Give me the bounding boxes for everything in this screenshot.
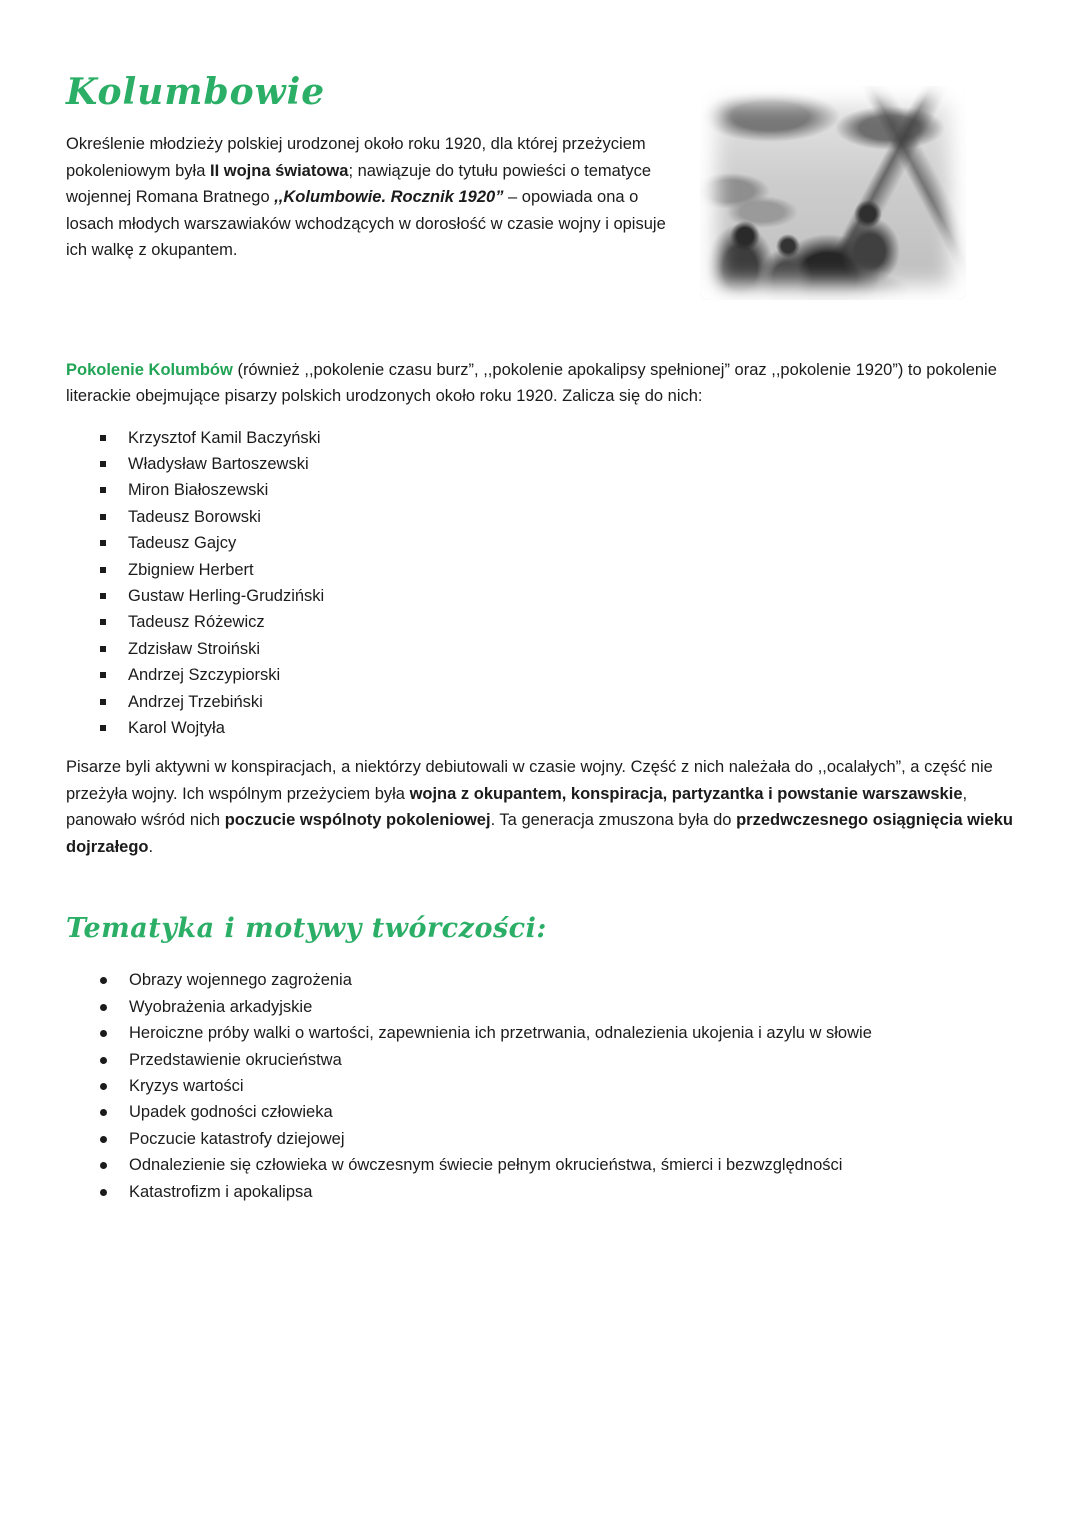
list-item-label: Przedstawienie okrucieństwa — [129, 1050, 342, 1069]
text-run: Pokolenie Kolumbów — [66, 360, 233, 379]
bullet-icon — [100, 1162, 107, 1169]
generation-paragraph — [66, 357, 1040, 410]
bullet-icon — [100, 646, 106, 652]
writer-item — [100, 477, 1040, 503]
list-item-label: Karol Wojtyła — [128, 718, 225, 737]
list-item-label: Wyobrażenia arkadyjskie — [129, 997, 313, 1016]
bullet-icon — [100, 725, 106, 731]
bullet-icon — [100, 1109, 107, 1116]
writer-item — [100, 662, 1040, 688]
list-item-label: Upadek godności człowieka — [129, 1103, 333, 1122]
bullet-icon — [100, 672, 106, 678]
writer-item — [100, 715, 1040, 741]
list-item-label: Poczucie katastrofy dziejowej — [129, 1129, 345, 1148]
text-run: Określenie młodzieży polskiej urodzonej około roku 1920, dla której przeżyciem pokoleniowym była — [66, 135, 646, 180]
list-item-label: Tadeusz Borowski — [128, 507, 261, 526]
list-item-label: Andrzej Trzebiński — [128, 692, 263, 711]
writer-item — [100, 530, 1040, 556]
bullet-icon — [100, 699, 106, 705]
writer-item — [100, 689, 1040, 715]
bullet-icon — [100, 487, 106, 493]
writers-list — [66, 425, 1040, 742]
list-item-label: Miron Białoszewski — [128, 481, 269, 500]
list-item-label: Katastrofizm i apokalipsa — [129, 1182, 313, 1201]
bullet-icon — [100, 435, 106, 441]
bullet-icon — [100, 461, 106, 467]
list-item-label: Władysław Bartoszewski — [128, 454, 309, 473]
text-run: Pisarze byli aktywni w konspiracjach, a niektórzy debiutowali w czasie wojny. Część z nich należała do ,,ocalałych”, a część nie przeżyła wojny. Ich wspólnym przeżyciem była — [66, 758, 993, 803]
bullet-icon — [100, 977, 107, 984]
bullet-icon — [100, 593, 106, 599]
list-item-label: Gustaw Herling-Grudziński — [128, 586, 325, 605]
bullet-icon — [100, 540, 106, 546]
bullet-icon — [100, 1136, 107, 1143]
theme-item — [100, 994, 1040, 1020]
list-item-label: Kryzys wartości — [129, 1077, 244, 1095]
writer-item — [100, 425, 1040, 451]
bullet-icon — [100, 619, 106, 625]
theme-item — [100, 967, 1040, 993]
writer-item — [100, 583, 1040, 609]
writers-outro-paragraph — [66, 754, 1040, 860]
bullet-icon — [100, 567, 106, 573]
writer-item — [100, 609, 1040, 635]
text-run: . Ta generacja zmuszona była do — [490, 811, 737, 830]
theme-item — [100, 1047, 1040, 1073]
theme-item — [100, 1099, 1040, 1125]
writer-item — [100, 636, 1040, 662]
list-item-label: Tadeusz Gajcy — [128, 534, 237, 553]
list-item-label: Krzysztof Kamil Baczyński — [128, 428, 321, 447]
text-run: . — [148, 837, 154, 856]
themes-heading: Tematyka i motywy twórczości: — [66, 913, 547, 945]
bullet-icon — [100, 1083, 107, 1090]
theme-item — [100, 1152, 1040, 1178]
list-item-label: Tadeusz Różewicz — [128, 613, 265, 632]
list-item-label: Andrzej Szczypiorski — [128, 666, 281, 685]
writer-item — [100, 451, 1040, 477]
bullet-icon — [100, 1030, 107, 1037]
theme-item — [100, 1020, 1040, 1046]
text-run: , panowało wśród nich — [66, 784, 968, 830]
text-run: ,,Kolumbowie. Rocznik 1920” — [274, 188, 504, 206]
bullet-icon — [100, 1004, 107, 1011]
list-item-label: Heroiczne próby walki o wartości, zapewnienia ich przetrwania, odnalezienia ukojenia i azylu w słowie — [129, 1024, 872, 1043]
text-run: przedwczesnego osiągnięcia wieku dojrzałego — [66, 811, 1014, 856]
writer-item — [100, 557, 1040, 583]
bullet-icon — [100, 1189, 107, 1196]
theme-item — [100, 1179, 1040, 1205]
writer-item — [100, 504, 1040, 530]
text-run: wojna z okupantem, konspiracja, partyzantka i powstanie warszawskie — [409, 784, 963, 803]
text-run: poczucie wspólnoty pokoleniowej — [224, 811, 491, 830]
page-title: Kolumbowie — [66, 71, 326, 113]
theme-item — [100, 1126, 1040, 1152]
intro-paragraph — [66, 131, 666, 264]
bullet-icon — [100, 1057, 107, 1064]
text-run: II wojna światowa — [210, 161, 349, 180]
theme-item — [100, 1073, 1040, 1099]
bullet-icon — [100, 514, 106, 520]
themes-list — [66, 967, 1040, 1205]
text-run: ; nawiązuje do tytułu powieści o tematyce wojennej Romana Bratnego — [66, 161, 652, 206]
list-item-label: Odnalezienie się człowieka w ówczesnym świecie pełnym okrucieństwa, śmierci i bezwzględności — [129, 1156, 843, 1175]
text-run: – opowiada ona o losach młodych warszawiaków wchodzących w dorosłość w czasie wojny i opisuje ich walkę z okupantem. — [66, 188, 666, 259]
list-item-label: Zdzisław Stroiński — [128, 639, 261, 658]
soldiers-photo — [700, 86, 966, 300]
text-run: (również ,,pokolenie czasu burz”, ,,pokolenie apokalipsy spełnionej” oraz ,,pokolenie 1920”) to pokolenie literackie obejmujące pisarzy polskich urodzonych około roku 1920. Zalicza się do nich: — [66, 360, 997, 405]
list-item-label: Obrazy wojennego zagrożenia — [129, 971, 352, 990]
list-item-label: Zbigniew Herbert — [128, 560, 254, 579]
